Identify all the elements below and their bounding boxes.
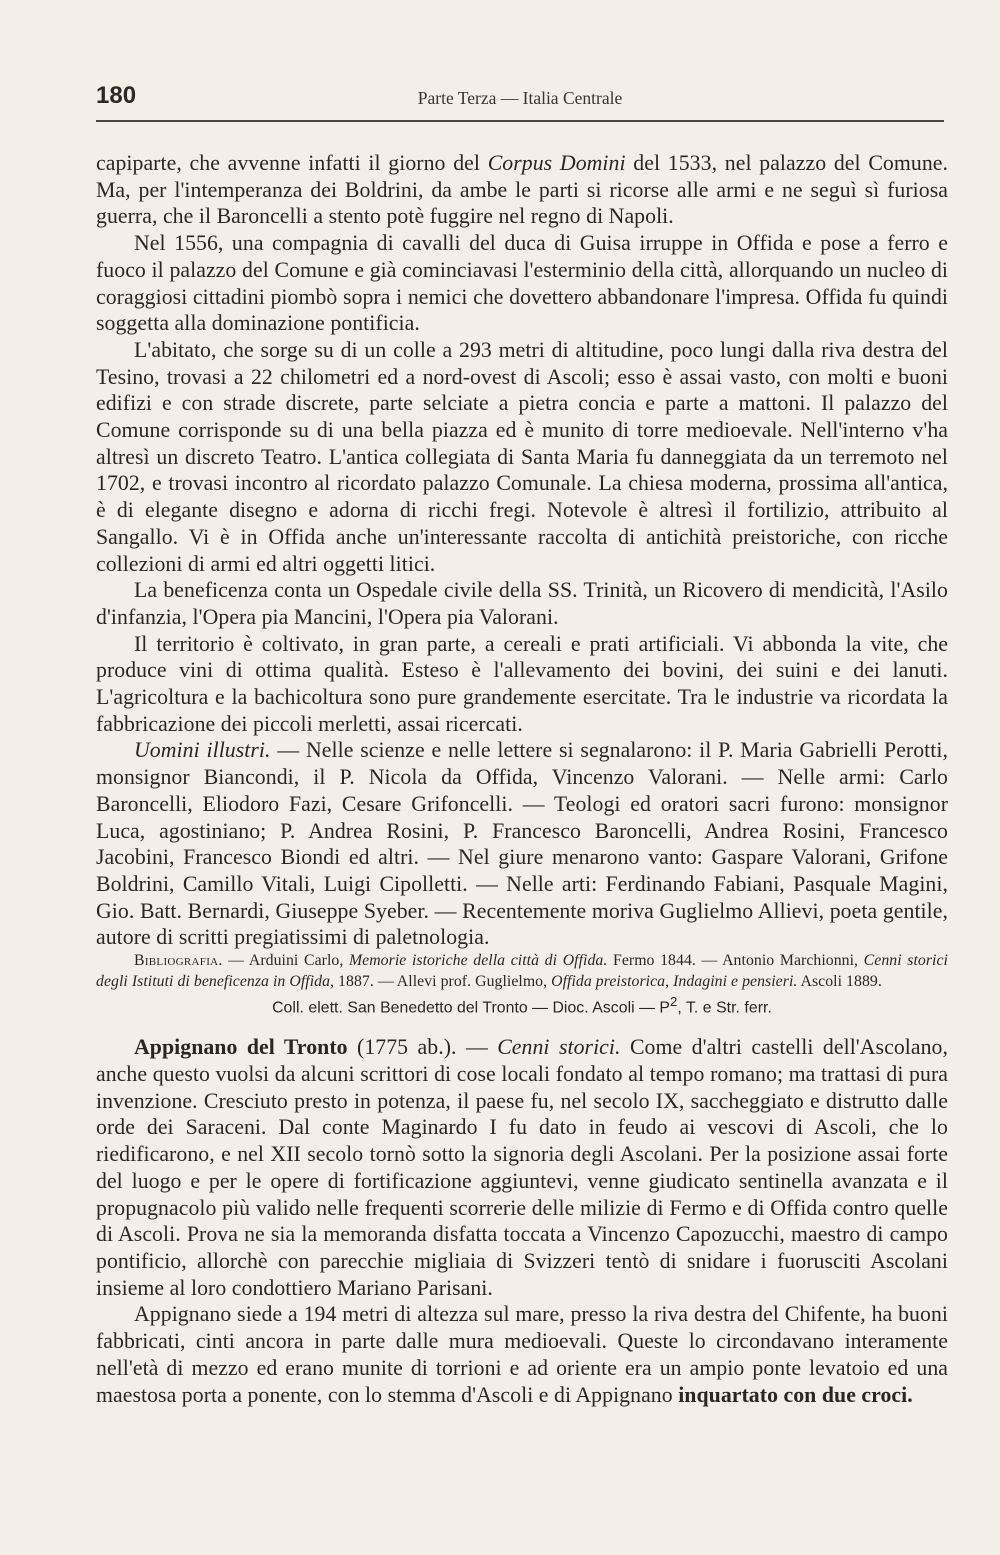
paragraph-2: Nel 1556, una compagnia di cavalli del duca di Guisa irruppe in Offida e pose a ferro e fuoco il palazzo del Comune e già cominciavasi l'esterminio della città, allorquando un nucleo di coraggiosi cittadini piombò sopra i nemici che dovettero abbandonare l'impresa. Offida fu quindi soggetta alla dominazione pontificia. bbox=[96, 231, 948, 336]
paragraph-5: Il territorio è coltivato, in gran parte, a cereali e prati artificiali. Vi abbonda la vite, che produce vini di ottima qualità. Esteso è l'allevamento dei bovini, dei suini e dei lanuti. L'agricoltura e la bachicoltura sono pure grandemente esercitate. Tra le industrie va ricordata la fabbricazione dei piccoli merletti, assai ricercati. bbox=[96, 631, 948, 736]
body-text bbox=[96, 150, 948, 1408]
paragraph-last: Appignano siede a 194 metri di altezza sul mare, presso la riva destra del Chifente, ha buoni fabbricati, cinti ancora in parte dalle mura medioevali. Queste lo circondavano interamente nell'età di mezzo ed erano munite di torrioni e ad oriente era un ampio ponte levatoio ed una maestosa porta a ponente, con lo stemma d'Ascoli e di Appignano inquartato con due croci. bbox=[96, 1302, 948, 1407]
paragraph-1: capiparte, che avvenne infatti il giorno del Corpus Domini del 1533, nel palazzo del Comune. Ma, per l'intemperanza dei Boldrini, da ambe le parti si ricorse alle armi e ne seguì sì furiosa guerra, che il Baroncelli a stento potè fuggire nel regno di Napoli. bbox=[96, 151, 948, 229]
bibliography-label: Bibliografia. bbox=[134, 952, 223, 970]
section-heading-uomini-illustri: Uomini illustri. bbox=[134, 738, 271, 763]
page-number: 180 bbox=[96, 82, 137, 109]
page-header bbox=[96, 80, 944, 120]
paragraph-4: La beneficenza conta un Ospedale civile della SS. Trinità, un Ricovero di mendicità, l'Asilo d'infanzia, l'Opera pia Mancini, l'Opera pia Valorani. bbox=[96, 578, 948, 629]
entry-title-appignano: Appignano del Tronto bbox=[134, 1035, 348, 1060]
paragraph-illustrious-men: Uomini illustri. — Nelle scienze e nelle lettere si segnalarono: il P. Maria Gabrielli Perotti, monsignor Biancondi, il P. Nicola da Offida, Vincenzo Valorani. — Nelle armi: Carlo Baroncelli, Eliodoro Fazi, Cesare Grifoncelli. — Teologi ed oratori sacri furono: monsignor Luca, agostiniano; P. Andrea Rosini, P. Francesco Baroncelli, Andrea Rosini, Francesco Jacobini, Francesco Biondi ed altri. — Nel giure menarono vanto: Gaspare Valorani, Grifone Boldrini, Camillo Vitali, Luigi Cipolletti. — Nelle arti: Ferdinando Fabiani, Pasquale Magini, Gio. Batt. Bernardi, Giuseppe Syeber. — Recentemente moriva Guglielmo Allievi, poeta gentile, autore di scritti pregiatissimi di paletnologia. bbox=[96, 738, 948, 950]
section-heading-cenni-storici: Cenni storici. bbox=[497, 1035, 621, 1060]
bibliography: Bibliografia. — Arduini Carlo, Memorie istoriche della città di Offida. Fermo 1844. — Antonio Marchionni, Cenni storici degli Istituti di beneficenza in Offida, 1887. — Allevi prof. Guglielmo, Offida preistorica, Indagini e pensieri. Ascoli 1889. bbox=[96, 952, 948, 990]
corpus-domini: Corpus Domini bbox=[487, 151, 626, 175]
header-rule bbox=[96, 120, 944, 122]
paragraph-appignano: Appignano del Tronto (1775 ab.). — Cenni storici. Come d'altri castelli dell'Ascolano, anche questo vuolsi da alcuni scrittori di cose locali fondato al tempo romano; ma trattasi di pura invenzione. Cresciuto presto in potenza, il paese fu, nel secolo IX, saccheggiato e distrutto dalle orde dei Saraceni. Dal conte Maginardo I fu dato in feudo ai vescovi di Ascoli, che lo riedificarono, e nel XII secolo tornò sotto la signoria degli Ascolani. Per la posizione assai forte del luogo e per le opere di fortificazione aggiuntevi, venne giudicato sentinella avanzata e il propugnacolo più valido nelle frequenti scorrerie delle milizie di Fermo e di Offida contro quelle di Ascoli. Prova ne sia la memoranda disfatta toccata a Vincenzo Capozucchi, maestro di campo pontificio, allorchè con parecchie migliaia di Svizzeri tentò di snidare i fuorusciti Ascolani insieme al loro condottiero Mariano Parisani. bbox=[96, 1035, 948, 1300]
running-title: Parte Terza — Italia Centrale bbox=[417, 88, 623, 108]
electoral-info: Coll. elett. San Benedetto del Tronto — Dioc. Ascoli — $P^2$, T. e Str. ferr. bbox=[272, 994, 772, 1017]
section-gap bbox=[96, 1018, 948, 1034]
paragraph-3: L'abitato, che sorge su di un colle a 293 metri di altitudine, poco lungi dalla riva destra del Tesino, trovasi a 22 chilometri ed a nord-ovest di Ascoli; esso è assai vasto, con molti e buoni edifizi e con strade discrete, parte selciate a pietra concia e parte a mattoni. Il palazzo del Comune corrisponde su di una bella piazza ed è munito di torre medioevale. Nell'interno v'ha altresì un discreto Teatro. L'antica collegiata di Santa Maria fu danneggiata da un terremoto nel 1702, e trovasi incontro al ricordato palazzo Comunale. La chiesa moderna, prossima all'antica, è di elegante disegno e adorna di ricchi fregi. Notevole è altresì il fortilizio, attribuito al Sangallo. Vi è in Offida anche un'interessante raccolta di antichità preistoriche, con ricche collezioni di armi ed altri oggetti litici. bbox=[96, 337, 948, 576]
